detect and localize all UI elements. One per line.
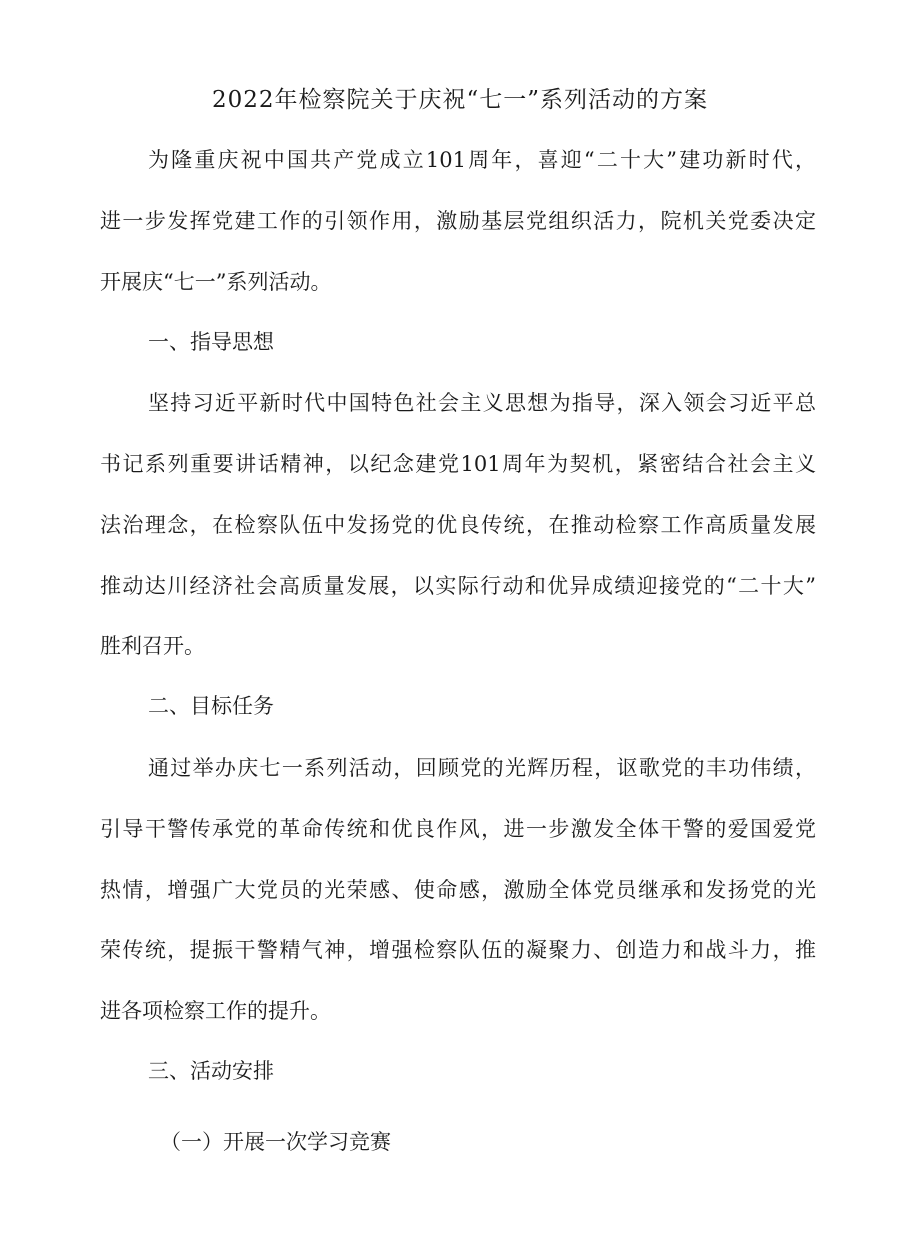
section1-line-1: 坚持习近平新时代中国特色社会主义思想为指导，深入领会习近平总	[148, 391, 816, 415]
intro-line-2: 进一步发挥党建工作的引领作用，激励基层党组织活力，院机关党委决定	[100, 209, 816, 233]
section2-line-3: 热情，增强广大党员的光荣感、使命感，激励全体党员继承和发扬党的光	[100, 878, 816, 902]
document-title: 2022年检察院关于庆祝“七一”系列活动的方案	[211, 87, 709, 113]
section2-line-4: 荣传统，提振干警精气神，增强检察队伍的凝聚力、创造力和战斗力，推	[100, 938, 816, 962]
section1-line-2: 书记系列重要讲话精神，以纪念建党101周年为契机，紧密结合社会主义	[100, 452, 816, 476]
section2-line-5: 进各项检察工作的提升。	[100, 999, 331, 1023]
section2-line-2: 引导干警传承党的革命传统和优良作风，进一步激发全体干警的爱国爱党	[100, 817, 816, 841]
section3-subheading-1: （一）开展一次学习竞赛	[160, 1130, 391, 1154]
section2-heading: 二、目标任务	[148, 694, 274, 718]
intro-line-3: 开展庆“七一”系列活动。	[100, 270, 332, 294]
section3-heading: 三、活动安排	[148, 1059, 274, 1083]
section1-heading: 一、指导思想	[148, 330, 274, 354]
section1-line-5: 胜利召开。	[100, 634, 205, 658]
section1-line-4: 推动达川经济社会高质量发展，以实际行动和优异成绩迎接党的“二十大”	[100, 574, 816, 598]
intro-line-1: 为隆重庆祝中国共产党成立101周年，喜迎“二十大”建功新时代，	[148, 148, 816, 172]
section1-line-3: 法治理念，在检察队伍中发扬党的优良传统，在推动检察工作高质量发展	[100, 513, 816, 537]
section2-line-1: 通过举办庆七一系列活动，回顾党的光辉历程，讴歌党的丰功伟绩，	[148, 756, 816, 780]
